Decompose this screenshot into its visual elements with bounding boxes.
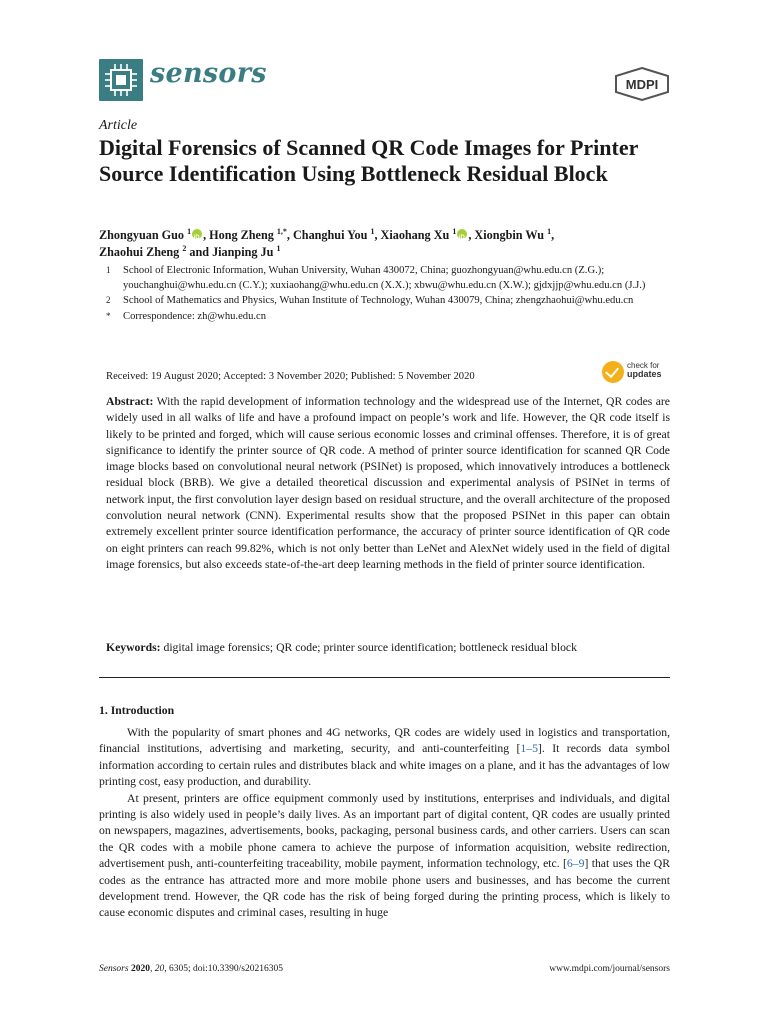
checkmark-icon (602, 361, 624, 383)
abstract-text: With the rapid development of information technology and the widespread use of the Internet, QR codes are widely used in all walks of life and have a profound impact on people’s work and life. However, the QR code itself is likely to be printed and forged, which will cause serious economic losses and criminal offenses. Therefore, it is of great significance to identify the printer source of QR code. A method of printer source identification for scanned QR Code image blocks based on convolutional neural network (PSINet) is proposed, which innovatively introduces a bottleneck residual block (BRB). We give a detailed theoretical discussion and experimental analysis of PSINet in terms of network input, the first convolution layer design based on residual structure, and the overall architecture of the proposed convolution neural network (CNN). Experimental results show that the proposed PSINet in this paper can obtain extremely excellent printer source identification performance, the accuracy of printer source identification of QR code on eight printers can reach 99.82%, which is not only better than LeNet and AlexNet widely used in the field of digital image forensics, but also exceeds state-of-the-art deep learning methods in the field of printer source identification. (106, 395, 670, 571)
author-affiliation-mark: 1 (547, 227, 552, 236)
paper-title: Digital Forensics of Scanned QR Code Images for Printer Source Identification Using Bottleneck Residual Block (99, 135, 638, 186)
mdpi-logo-text: MDPI (625, 77, 659, 92)
author-separator: , (374, 228, 381, 242)
affiliation-mark: * (106, 310, 111, 321)
check-updates-line2: updates (627, 369, 662, 379)
footer-journal: Sensors (99, 964, 129, 974)
article-type: Article (99, 118, 138, 133)
author-affiliation-mark: 1 (452, 227, 457, 236)
affiliation-text: School of Electronic Information, Wuhan University, Wuhan 430072, China; guozhongyuan@whu.edu.cn (Z.G.); youchanghui@whu.edu.cn (C.Y.); xuxiaohang@whu.edu.cn (X.X.); xbwu@whu.edu.cn (X.W.); gjdxjjp@whu.edu.cn (J.J.) (123, 265, 646, 292)
paragraph (99, 725, 670, 791)
sensor-chip-icon (99, 59, 143, 101)
paragraph-text: ]. It records data symbol information according to certain rules and distributes black and white images on a plane, and it has the advantages of low printing cost, easy production, and durability. (99, 742, 670, 789)
author-separator: , (551, 228, 555, 242)
keywords-text: digital image forensics; QR code; printer source identification; bottleneck residual block (163, 641, 577, 654)
affiliation-text: Correspondence: zh@whu.edu.cn (123, 310, 267, 322)
author-affiliation-mark: 1 (276, 244, 281, 253)
affiliation-text: School of Mathematics and Physics, Wuhan Institute of Technology, Wuhan 430079, China; zhengzhaohui@whu.edu.cn (123, 295, 634, 307)
author-affiliation-mark: 1,* (276, 227, 287, 236)
footer-volume: 20 (154, 964, 165, 974)
orcid-icon[interactable] (457, 229, 467, 239)
author-separator: , (286, 228, 293, 242)
paragraph-text: ] that uses the QR codes as the entrance has attracted more and more mobile phone users and businesses, and has become the current development trend. However, the QR code has the risk of being forged during the printing process, which is likely to cause economic disputes and criminal cases, resulting in huge (99, 857, 670, 920)
affiliation-item (99, 293, 669, 308)
journal-name: sensors (150, 58, 267, 89)
introduction-body (99, 725, 670, 922)
check-for-updates-badge[interactable] (602, 360, 674, 388)
abstract-label: Abstract: (106, 395, 154, 408)
author-separator: and (186, 245, 213, 259)
footer-year: 2020 (130, 964, 150, 974)
citation-link[interactable]: 6–9 (566, 857, 585, 871)
citation-link[interactable]: 1–5 (520, 742, 538, 756)
abstract (106, 394, 670, 573)
author-affiliation-mark: 2 (182, 244, 187, 253)
affiliation-item (99, 263, 669, 293)
author-separator: , (468, 228, 475, 242)
author-name: Zhongyuan Guo (99, 228, 185, 242)
keywords-label: Keywords: (106, 641, 161, 654)
author-affiliation-mark: 1 (370, 227, 375, 236)
footer-citation: Sensors 2020, 20, 6305; doi:10.3390/s20216305 (99, 964, 283, 974)
author-name: Changhui You (292, 228, 368, 242)
footer-rest: , 6305; doi:10.3390/s20216305 (164, 964, 283, 974)
check-updates-line1: check for (627, 361, 660, 370)
author-name: Zhaohui Zheng (99, 245, 180, 259)
journal-logo (99, 59, 143, 101)
section-divider (99, 677, 670, 678)
affiliation-item (99, 309, 669, 324)
author-name: Hong Zheng (209, 228, 274, 242)
orcid-icon[interactable] (192, 229, 202, 239)
footer-url[interactable]: www.mdpi.com/journal/sensors (549, 964, 670, 974)
author-affiliation-mark: 1 (187, 227, 192, 236)
paragraph (99, 791, 670, 922)
section-heading: 1. Introduction (99, 704, 175, 717)
mdpi-logo (613, 67, 671, 101)
author-separator: , (203, 228, 210, 242)
affiliation-mark: 2 (106, 295, 111, 306)
author-name: Xiongbin Wu (474, 228, 545, 242)
affiliations (99, 263, 669, 324)
publication-dates: Received: 19 August 2020; Accepted: 3 November 2020; Published: 5 November 2020 (106, 371, 475, 382)
author-name: Xiaohang Xu (380, 228, 450, 242)
author-name: Jianping Ju (212, 245, 274, 259)
keywords (106, 641, 670, 654)
author-list (99, 227, 669, 261)
paragraph-text: With the popularity of smart phones and 4G networks, QR codes are widely used in logistics and transportation, financial institutions, advertising and marketing, security, and anti-counterfeiting [ (99, 726, 670, 756)
paragraph-text: At present, printers are office equipment commonly used by institutions, enterprises and individuals, and digital printing is also widely used in people’s daily lives. As an important part of digital content, QR codes are usually printed on newspapers, magazines, advertisements, books, packaging, personal business cards, and other carriers. Users can scan the QR codes with a mobile phone camera to achieve the purpose of information acquisition, website redirection, advertisement push, anti-counterfeiting traceability, mobile payment, information technology, etc. [ (99, 791, 670, 871)
affiliation-mark: 1 (106, 265, 111, 275)
